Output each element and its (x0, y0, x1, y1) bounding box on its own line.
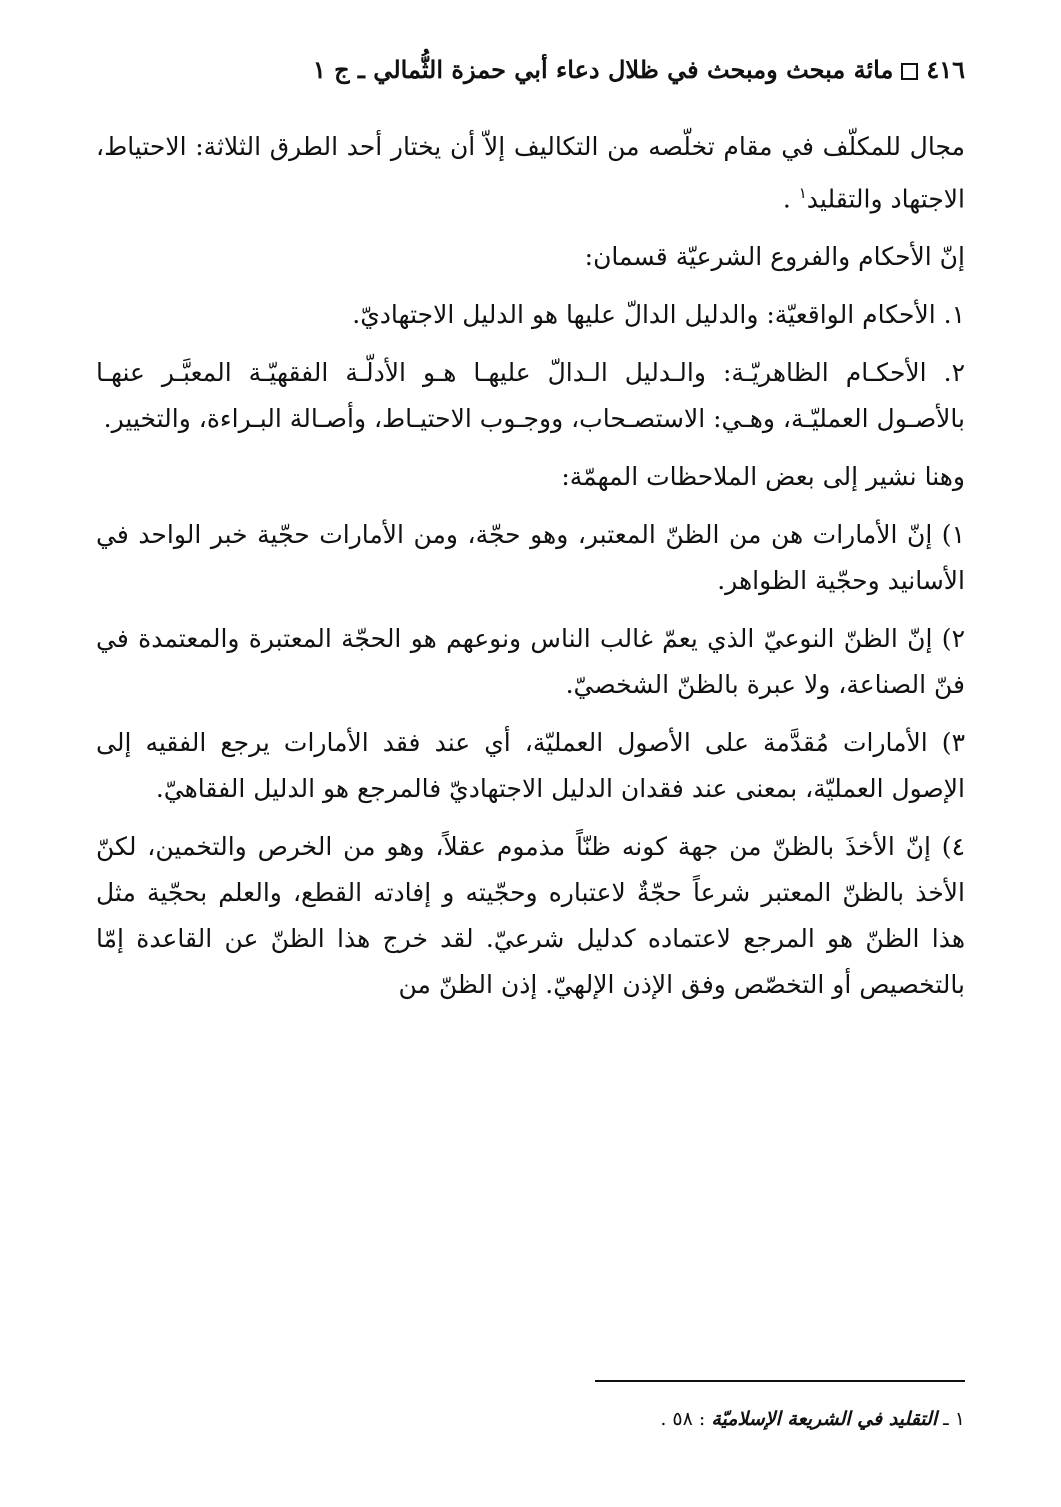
paragraph-8: ٣) الأمارات مُقدَّمة على الأصول العمليّة، أي عند فقد الأمارات يرجع الفقيه إلى الإصول العمليّة، بمعنى عند فقدان الدليل الاجتهاديّ فالمرجع هو الدليل الفقاهيّ. (96, 728, 965, 804)
square-separator-icon (901, 63, 918, 80)
paragraph-4: ٢. الأحكـام الظاهريّـة: والـدليل الـدالّ عليهـا هـو الأدلّـة الفقهيّـة المعبَّـر عنهـا بالأصـول العمليّـة، وهـي: الاستصـحاب، ووجـوب الاحتيـاط، وأصـالة البـراءة، والتخيير. (96, 358, 965, 434)
footnote-page: : ٥٨ . (660, 1408, 706, 1430)
page-header (96, 52, 965, 88)
footnote-divider (595, 1380, 965, 1382)
paragraph-3: ١. الأحكام الواقعيّة: والدليل الدالّ عليها هو الدليل الاجتهاديّ. (352, 300, 965, 330)
paragraph-6: ١) إنّ الأمارات هن من الظنّ المعتبر، وهو حجّة، ومن الأمارات حجّية خبر الواحد في الأسانيد وحجّية الظواهر. (96, 520, 965, 596)
page-number: ٤١٦ (926, 55, 965, 84)
paragraph-9: ٤) إنّ الأخذَ بالظنّ من جهة كونه ظنّاً مذموم عقلاً، وهو من الخرص والتخمين، لكنّ الأخذ بالظنّ المعتبر شرعاً حجّةٌ لاعتباره وحجّيته و إفادته القطع، والعلم بحجّية مثل هذا الظنّ هو المرجع لاعتماده كدليل شرعيّ. لقد خرج هذا الظنّ عن القاعدة إمّا بالتخصيص أو التخصّص وفق الإذن الإلهيّ. إذن الظنّ من (96, 832, 965, 1000)
paragraph-5: وهنا نشير إلى بعض الملاحظات المهمّة: (561, 462, 965, 492)
footnote-number: ١ ـ (943, 1408, 965, 1430)
footnote-reference: ١ (798, 184, 807, 202)
body-text (96, 124, 965, 1020)
paragraph-1: مجال للمكلّف في مقام تخلّصه من التكاليف إلاّ أن يختار أحد الطرق الثلاثة: الاحتياط، الاجتهاد والتقليد$^١$ . (96, 132, 965, 214)
paragraph-7: ٢) إنّ الظنّ النوعيّ الذي يعمّ غالب الناس ونوعهم هو الحجّة المعتبرة والمعتمدة في فنّ الصناعة، ولا عبرة بالظنّ الشخصيّ. (96, 624, 965, 700)
paragraph-2: إنّ الأحكام والفروع الشرعيّة قسمان: (584, 242, 965, 272)
book-title: مائة مبحث ومبحث في ظلال دعاء أبي حمزة الثُّمالي ـ ج ١ (312, 55, 894, 84)
footnote (96, 1404, 965, 1434)
footnote-source: التقليد في الشريعة الإسلاميّة (711, 1408, 938, 1430)
